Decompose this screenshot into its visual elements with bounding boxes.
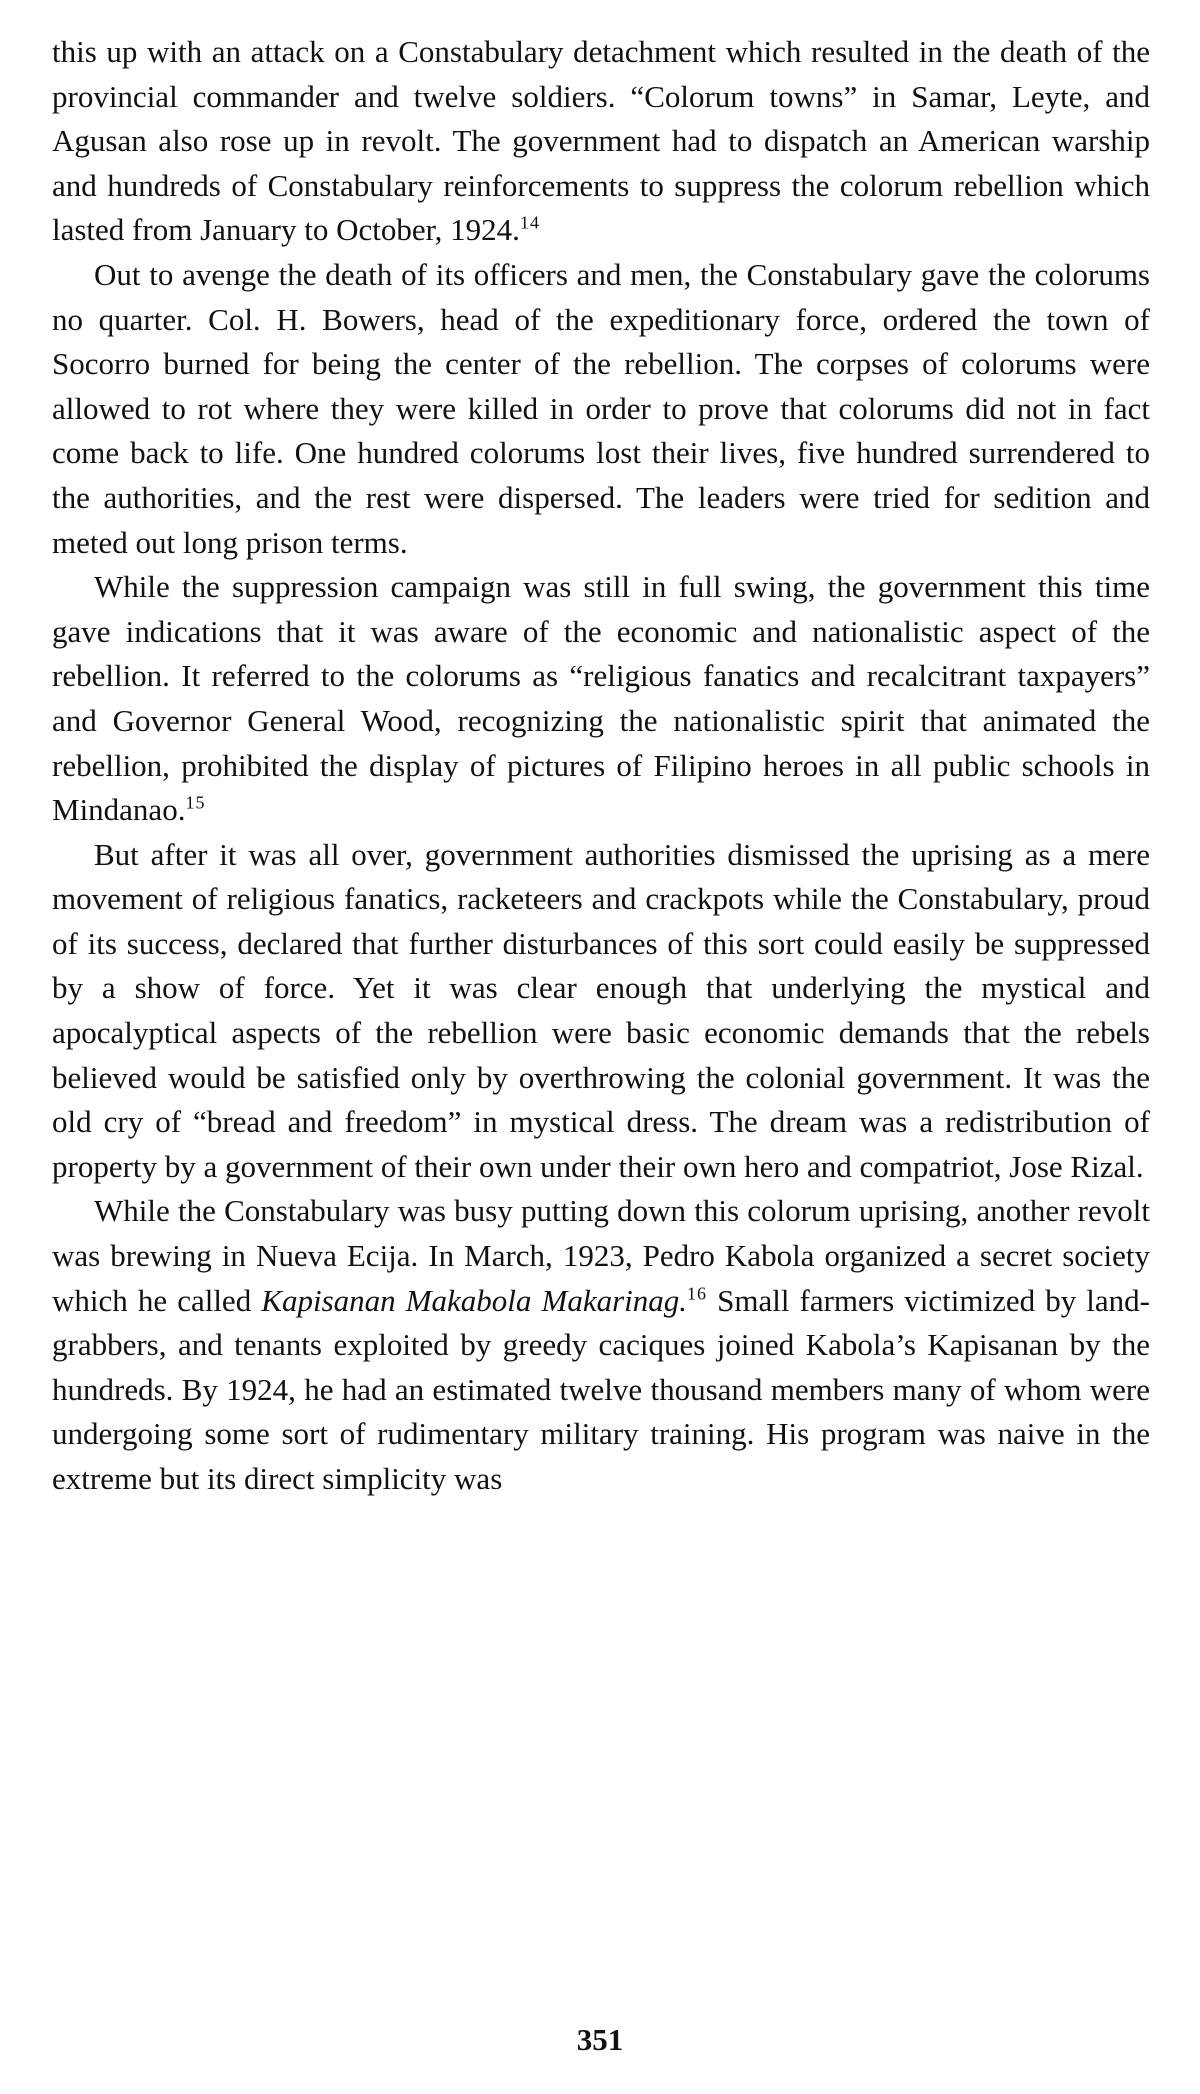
paragraph-2-text: Out to avenge the death of its officers and men, the Constabulary gave the colorums no quarter. Col. H. Bowers, head of the expeditionary force, ordered the town of Socorro burned for being the center of the rebellion. The corpses of colorums were allowed to rot where they were killed in order to prove that colorums did not in fact come back to life. One hundred colorums lost their lives, five hundred surrendered to the authorities, and the rest were dispersed. The leaders were tried for sedition and meted out long prison terms. <box>52 256 1150 560</box>
paragraph-4 <box>52 833 1150 1190</box>
paragraph-1-text: this up with an attack on a Constabulary detachment which resulted in the death of the provincial commander and twelve soldiers. “Colorum towns” in Samar, Leyte, and Agusan also rose up in revolt. The government had to dispatch an American warship and hundreds of Constabulary reinforcements to suppress the colorum rebellion which lasted from January to October, 1924. <box>52 34 1150 248</box>
society-name: Kapisanan Makabola Makarinag. <box>261 1282 688 1318</box>
paragraph-5-text-a: While the Constabulary was busy putting down this colorum uprising, another revolt was brewing in Nueva Ecija. In March, 1923, Pedro Kabola organized a secret society which he called <box>52 1193 1150 1318</box>
paragraph-5 <box>52 1189 1150 1501</box>
footnote-ref-14: 14 <box>519 213 540 234</box>
page-body <box>52 30 1150 1502</box>
footnote-ref-15: 15 <box>185 792 206 813</box>
paragraph-5-text-b: Small farmers victimized by land-grabbers, and tenants exploited by greedy caciques joined Kabola’s Kapisanan by the hundreds. By 1924, he had an estimated twelve thousand members many of whom were undergoing some sort of rudimentary military training. His program was naive in the extreme but its direct simplicity was <box>52 1282 1150 1496</box>
paragraph-2 <box>52 253 1150 565</box>
footnote-ref-16: 16 <box>687 1283 708 1304</box>
page-number: 351 <box>576 2022 624 2057</box>
paragraph-4-text: But after it was all over, government authorities dismissed the uprising as a mere movement of religious fanatics, racketeers and crackpots while the Constabulary, proud of its success, declared that further disturbances of this sort could easily be suppressed by a show of force. Yet it was clear enough that underlying the mystical and apocalyptical aspects of the rebellion were basic economic demands that the rebels believed would be satisfied only by overthrowing the colonial government. It was the old cry of “bread and freedom” in mystical dress. The dream was a redistribution of property by a government of their own under their own hero and compatriot, Jose Rizal. <box>52 836 1150 1184</box>
paragraph-3 <box>52 565 1150 833</box>
paragraph-1 <box>52 30 1150 253</box>
paragraph-3-text: While the suppression campaign was still in full swing, the government this time gave indications that it was aware of the economic and nationalistic aspect of the rebellion. It referred to the colorums as “religious fanatics and recalcitrant taxpayers” and Governor General Wood, recognizing the nationalistic spirit that animated the rebellion, prohibited the display of pictures of Filipino heroes in all public schools in Mindanao. <box>52 569 1150 828</box>
